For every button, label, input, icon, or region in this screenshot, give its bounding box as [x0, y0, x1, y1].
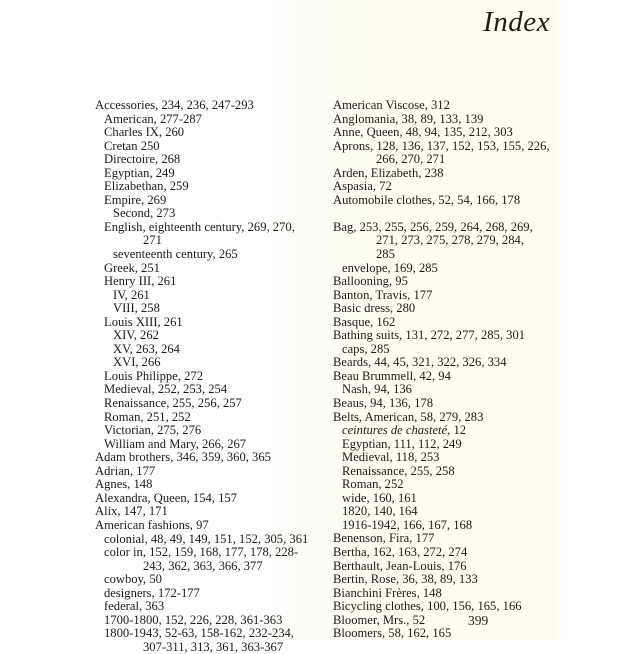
index-subentry: 1700-1800, 152, 226, 228, 361-363: [104, 612, 283, 627]
index-subentry: Cretan 250: [104, 138, 160, 153]
index-entry: Alexandra, Queen, 154, 157: [95, 490, 237, 505]
index-subentry: color in, 152, 159, 168, 177, 178, 228-: [104, 545, 299, 560]
index-subentry: colonial, 48, 49, 149, 151, 152, 305, 361: [104, 531, 309, 546]
index-entry: American Viscose, 312: [333, 98, 450, 112]
index-entry-continuation: 285: [376, 246, 395, 261]
index-subentry: Louis Philippe, 272: [104, 368, 204, 383]
italic-term: ceintures de chasteté: [342, 423, 448, 438]
index-subentry: federal, 363: [104, 599, 165, 614]
index-entry: Benenson, Fira, 177: [333, 531, 435, 546]
index-subentry: Greek, 251: [104, 260, 160, 275]
index-subentry: Louis XIII, 261: [104, 314, 183, 329]
index-entry: Aspasia, 72: [333, 179, 392, 194]
index-entry: Beau Brummell, 42, 94: [333, 368, 451, 383]
index-subentry: IV, 261: [113, 287, 150, 302]
index-subentry: Victorian, 275, 276: [104, 423, 202, 438]
index-subentry: envelope, 169, 285: [342, 260, 438, 275]
index-entry: Ballooning, 95: [333, 274, 408, 289]
index-subentry: wide, 160, 161: [342, 490, 417, 505]
index-column-left: [95, 99, 330, 654]
index-entry: Berthault, Jean-Louis, 176: [333, 558, 467, 573]
section-gap: [333, 207, 573, 221]
index-entry: Agnes, 148: [95, 477, 153, 492]
index-entry: Anglomania, 38, 89, 133, 139: [333, 111, 484, 126]
index-entry-continuation: 271: [143, 233, 162, 248]
index-subentry: Medieval, 252, 253, 254: [104, 382, 228, 397]
page-title: Index: [483, 6, 550, 38]
index-entry: Aprons, 128, 136, 137, 152, 153, 155, 226,: [333, 138, 550, 153]
index-subentry: [333, 424, 573, 438]
index-subentry: Egyptian, 111, 112, 249: [342, 436, 462, 451]
index-entry: Adrian, 177: [95, 463, 156, 478]
index-subentry: Charles IX, 260: [104, 125, 185, 140]
index-entry: Automobile clothes, 52, 54, 166, 178: [333, 192, 521, 207]
index-subentry: American, 277-287: [104, 111, 202, 126]
index-subentry: XIV, 262: [113, 328, 159, 343]
index-entry: Beaus, 94, 136, 178: [333, 395, 434, 410]
index-subentry: Elizabethan, 259: [104, 179, 189, 194]
index-entry: Basic dress, 280: [333, 301, 416, 316]
index-entry: Bianchini Frères, 148: [333, 585, 442, 600]
index-subentry: 1916-1942, 166, 167, 168: [342, 517, 473, 532]
index-entry-continuation: 243, 362, 363, 366, 377: [143, 558, 263, 573]
index-entry: Accessories, 234, 236, 247-293: [95, 98, 254, 112]
index-entry-continuation: 307-311, 313, 361, 363-367: [143, 639, 284, 654]
index-subentry: Henry III, 261: [104, 274, 177, 289]
index-subentry: Roman, 251, 252: [104, 409, 191, 424]
index-entry: Basque, 162: [333, 314, 396, 329]
index-subentry: VIII, 258: [113, 301, 160, 316]
index-subentry: Nash, 94, 136: [342, 382, 412, 397]
index-entry: Banton, Travis, 177: [333, 287, 433, 302]
index-subentry: XV, 263, 264: [113, 341, 180, 356]
index-subentry: Empire, 269: [104, 192, 167, 207]
index-subentry: Renaissance, 255, 256, 257: [104, 396, 242, 411]
index-subentry: 1820, 140, 164: [342, 504, 418, 519]
index-entry: Adam brothers, 346, 359, 360, 365: [95, 450, 271, 465]
index-subentry: Medieval, 118, 253: [342, 450, 440, 465]
index-subentry: William and Mary, 266, 267: [104, 436, 247, 451]
index-entry-continuation: 271, 273, 275, 278, 279, 284,: [376, 233, 524, 248]
index-entry: Alix, 147, 171: [95, 504, 168, 519]
index-entry: Bicycling clothes, 100, 156, 165, 166: [333, 599, 522, 614]
index-entry: Arden, Elizabeth, 238: [333, 165, 444, 180]
index-entry-continuation: 266, 270, 271: [376, 152, 446, 167]
index-entry: Bertin, Rose, 36, 38, 89, 133: [333, 572, 478, 587]
index-subentry: Roman, 252: [342, 477, 404, 492]
index-subentry: seventeenth century, 265: [113, 247, 238, 262]
index-subentry: Renaissance, 255, 258: [342, 463, 455, 478]
index-entry: Beards, 44, 45, 321, 322, 326, 334: [333, 355, 507, 370]
index-entry: Bathing suits, 131, 272, 277, 285, 301: [333, 328, 526, 343]
index-subentry: caps, 285: [342, 341, 390, 356]
index-column-right: [333, 99, 573, 641]
index-entry: Bloomer, Mrs., 52: [333, 612, 426, 627]
index-entry: Bag, 253, 255, 256, 259, 264, 268, 269,: [333, 219, 533, 234]
index-entry: Bloomers, 58, 162, 165: [333, 626, 452, 641]
index-subentry: XVI, 266: [113, 355, 161, 370]
index-subentry: cowboy, 50: [104, 572, 162, 587]
index-subentry: Directoire, 268: [104, 152, 181, 167]
index-entry: Belts, American, 58, 279, 283: [333, 409, 484, 424]
page-number: 399: [468, 613, 489, 628]
index-subentry: designers, 172-177: [104, 585, 200, 600]
index-subentry: Second, 273: [113, 206, 176, 221]
index-entry: Anne, Queen, 48, 94, 135, 212, 303: [333, 125, 513, 140]
index-subentry: Egyptian, 249: [104, 165, 175, 180]
index-subentry: 1800-1943, 52-63, 158-162, 232-234,: [104, 626, 294, 641]
page-refs: , 12: [447, 423, 467, 438]
index-subentry: English, eighteenth century, 269, 270,: [104, 219, 295, 234]
index-entry: Bertha, 162, 163, 272, 274: [333, 545, 468, 559]
index-entry: American fashions, 97: [95, 517, 209, 532]
